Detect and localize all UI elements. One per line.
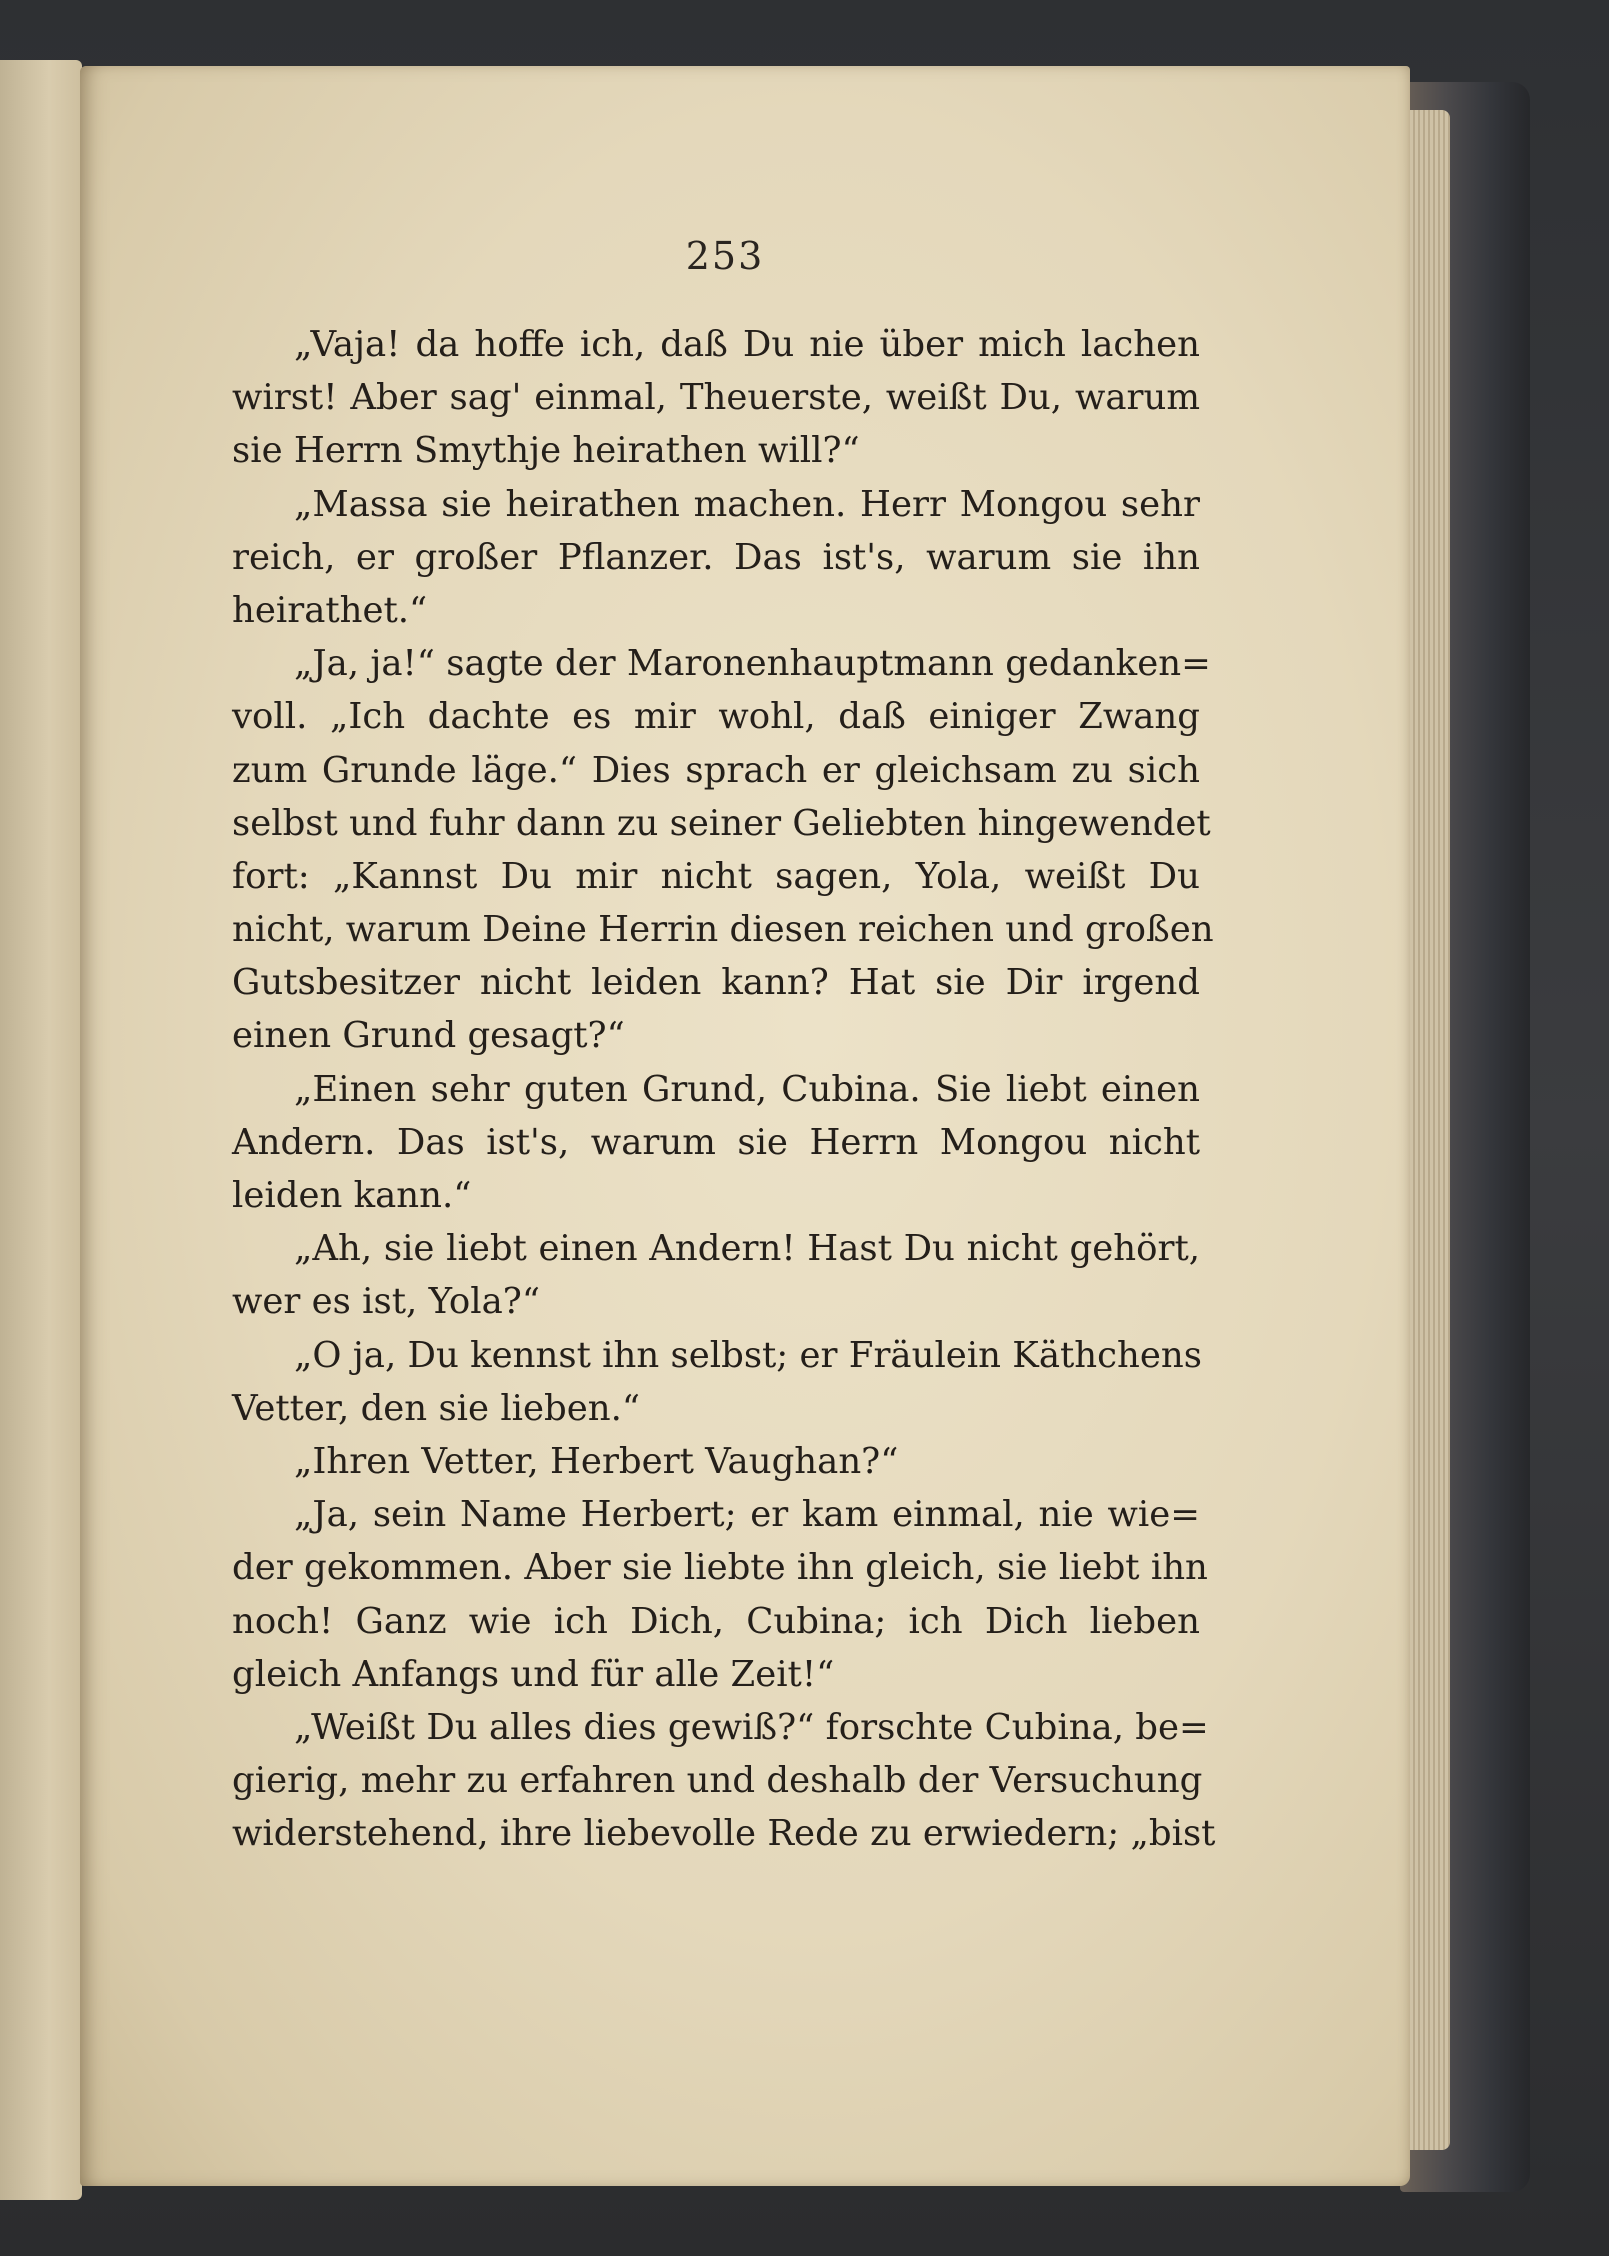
paragraph (232, 1222, 1200, 1328)
text-line: voll. „Ich dachte es mir wohl, daß einiger Zwang (232, 696, 1200, 738)
text-line: Andern. Das ist's, warum sie Herrn Mongou nicht (232, 1121, 1200, 1163)
text-line: Vetter, den sie lieben.“ (232, 1387, 641, 1429)
text-line: leiden kann.“ (232, 1175, 472, 1216)
paragraph (232, 478, 1200, 638)
text-line: reich, er großer Pflanzer. Das ist's, warum sie ihn (232, 536, 1200, 578)
previous-page-edge (0, 60, 82, 2200)
text-line: „Ah, sie liebt einen Andern! Hast Du nicht gehört, (294, 1228, 1200, 1270)
text-line: gierig, mehr zu erfahren und deshalb der Versuchung (232, 1760, 1203, 1802)
paragraph (232, 1329, 1200, 1435)
text-line: gleich Anfangs und für alle Zeit!“ (232, 1653, 835, 1695)
paragraph (232, 1701, 1216, 1861)
text-line: der gekommen. Aber sie liebte ihn gleich, sie liebt ihn (232, 1547, 1208, 1589)
text-line: fort: „Kannst Du mir nicht sagen, Yola, weißt Du (232, 855, 1200, 897)
paragraph (232, 318, 1200, 478)
text-line: „Vaja! da hoffe ich, daß Du nie über mich lachen (294, 324, 1200, 365)
text-line: noch! Ganz wie ich Dich, Cubina; ich Dich lieben (232, 1600, 1200, 1642)
text-line: „Einen sehr guten Grund, Cubina. Sie liebt einen (294, 1068, 1200, 1110)
text-line: Gutsbesitzer nicht leiden kann? Hat sie Dir irgend (232, 962, 1200, 1004)
text-line: sie Herrn Smythje heirathen will?“ (232, 430, 860, 472)
text-line: „Ihren Vetter, Herbert Vaughan?“ (294, 1440, 899, 1482)
text-line: „Massa sie heirathen machen. Herr Mongou sehr (294, 483, 1200, 525)
page-number: 253 (685, 234, 765, 278)
paragraph (232, 637, 1214, 1063)
text-line: nicht, warum Deine Herrin diesen reichen und großen (232, 909, 1214, 951)
text-line: einen Grund gesagt?“ (232, 1015, 625, 1057)
text-line: „Ja, sein Name Herbert; er kam einmal, nie wie= (294, 1494, 1200, 1536)
text-line: zum Grunde läge.“ Dies sprach er gleichsam zu sich (232, 749, 1200, 791)
text-line: „O ja, Du kennst ihn selbst; er Fräulein Käthchens (294, 1334, 1202, 1376)
text-line: „Ja, ja!“ sagte der Maronenhauptmann gedanken= (294, 643, 1211, 685)
text-line: wer es ist, Yola?“ (232, 1281, 540, 1323)
text-line: selbst und fuhr dann zu seiner Geliebten hingewendet (232, 802, 1211, 844)
text-line: „Weißt Du alles dies gewiß?“ forschte Cubina, be= (294, 1706, 1209, 1748)
paragraph (232, 1435, 1200, 1488)
page-text (232, 318, 1216, 1860)
paragraph (232, 1063, 1200, 1223)
text-line: widerstehend, ihre liebevolle Rede zu erwiedern; „bist (232, 1813, 1216, 1855)
text-line: wirst! Aber sag' einmal, Theuerste, weißt Du, warum (232, 377, 1200, 419)
paragraph (232, 1488, 1208, 1701)
text-line: heirathet.“ (232, 589, 428, 631)
